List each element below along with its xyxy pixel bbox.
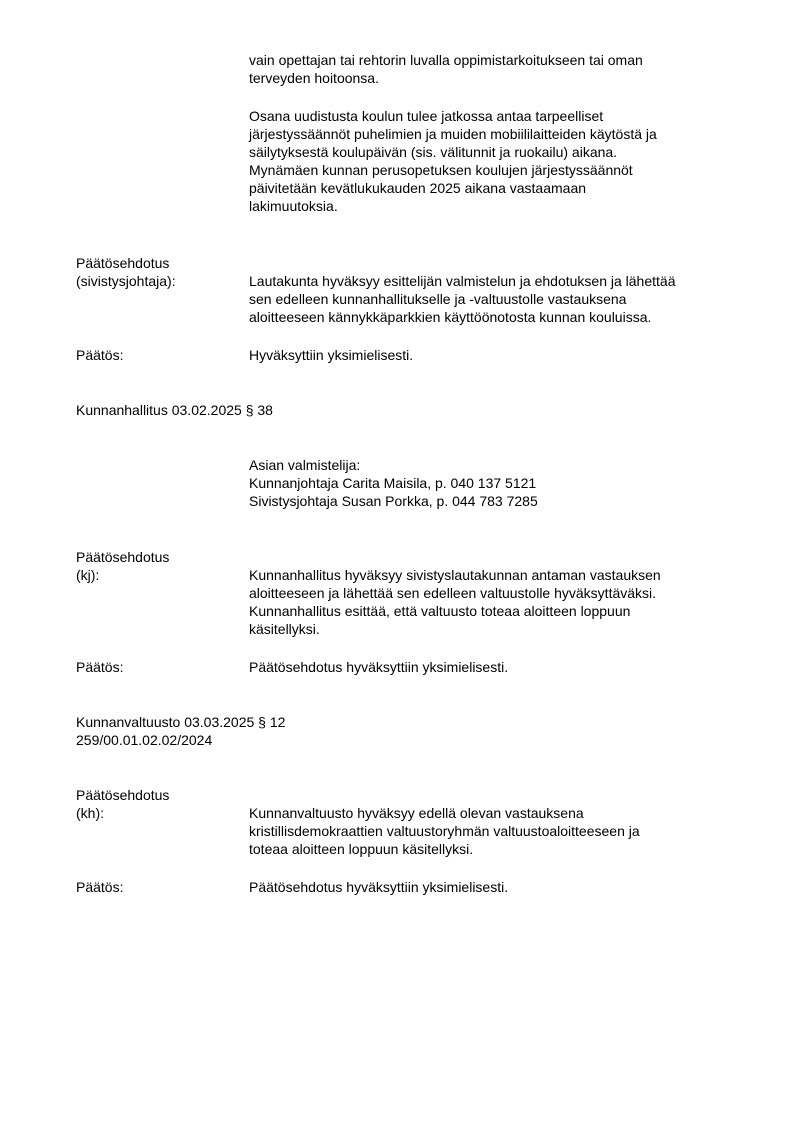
text-line: toteaa aloitteen loppuun käsitellyksi. — [249, 841, 474, 857]
proposal-label — [76, 254, 176, 290]
text-line: Mynämäen kunnan perusopetuksen koulujen järjestyssäännöt — [249, 162, 633, 178]
decision-text: Päätösehdotus hyväksyttiin yksimielisesti. — [249, 659, 509, 675]
text-line: Kunnanhallitus hyväksyy sivistyslautakunnan antaman vastauksen — [249, 567, 661, 583]
text-line: kristillisdemokraattien valtuustoryhmän valtuustoaloitteeseen ja — [249, 823, 640, 839]
text-line: Kunnanjohtaja Carita Maisila, p. 040 137 5121 — [249, 475, 537, 491]
text-line: järjestyssäännöt puhelimien ja muiden mobiililaitteiden käytöstä ja — [249, 126, 657, 142]
proposal-text — [249, 804, 640, 858]
proposal-label-line: (sivistysjohtaja): — [76, 273, 176, 289]
decision-label: Päätös: — [76, 347, 124, 363]
text-line: lakimuutoksia. — [249, 198, 338, 214]
text-line: Kunnanvaltuusto hyväksyy edellä olevan vastauksena — [249, 805, 584, 821]
proposal-text — [249, 566, 661, 638]
text-line: aloitteeseen kännykkäparkkien käyttöönotosta kunnan kouluissa. — [249, 309, 652, 325]
proposal-label — [76, 786, 169, 822]
proposal-label-line: Päätösehdotus — [76, 255, 170, 271]
text-line: säilytyksestä koulupäivän (sis. välitunnit ja ruokailu) aikana. — [249, 144, 618, 160]
preparer-block — [249, 456, 538, 510]
text-line: Kunnanhallitus esittää, että valtuusto toteaa aloitteen loppuun — [249, 603, 631, 619]
meeting-heading — [76, 713, 285, 749]
text-line: Lautakunta hyväksyy esittelijän valmistelun ja ehdotuksen ja lähettää — [249, 273, 676, 289]
record-id: 259/00.01.02.02/2024 — [76, 732, 213, 748]
decision-text: Hyväksyttiin yksimielisesti. — [249, 347, 414, 363]
proposal-label-line: (kh): — [76, 805, 104, 821]
meeting-heading: Kunnanhallitus 03.02.2025 § 38 — [76, 402, 273, 418]
proposal-label-line: Päätösehdotus — [76, 549, 170, 565]
proposal-label-line: Päätösehdotus — [76, 787, 170, 803]
text-line: käsitellyksi. — [249, 621, 320, 637]
text-line: aloitteeseen ja lähettää sen edelleen valtuustolle hyväksyttäväksi. — [249, 585, 657, 601]
text-line: Osana uudistusta koulun tulee jatkossa antaa tarpeelliset — [249, 108, 604, 124]
meeting-heading-text: Kunnanvaltuusto 03.03.2025 § 12 — [76, 714, 286, 730]
text-line: päivitetään kevätlukukauden 2025 aikana vastaamaan — [249, 180, 587, 196]
intro-paragraph-2 — [249, 107, 657, 215]
text-line: vain opettajan tai rehtorin luvalla oppimistarkoitukseen tai oman — [249, 52, 643, 68]
proposal-text — [249, 272, 675, 326]
intro-paragraph-1 — [249, 51, 643, 87]
decision-label: Päätös: — [76, 659, 124, 675]
proposal-label-line: (kj): — [76, 567, 100, 583]
text-line: sen edelleen kunnanhallitukselle ja -valtuustolle vastauksena — [249, 291, 627, 307]
decision-label: Päätös: — [76, 879, 124, 895]
text-line: Asian valmistelija: — [249, 457, 361, 473]
text-line: terveyden hoitoonsa. — [249, 70, 379, 86]
decision-text: Päätösehdotus hyväksyttiin yksimielisesti. — [249, 879, 509, 895]
text-line: Sivistysjohtaja Susan Porkka, p. 044 783 7285 — [249, 493, 538, 509]
proposal-label — [76, 548, 169, 584]
